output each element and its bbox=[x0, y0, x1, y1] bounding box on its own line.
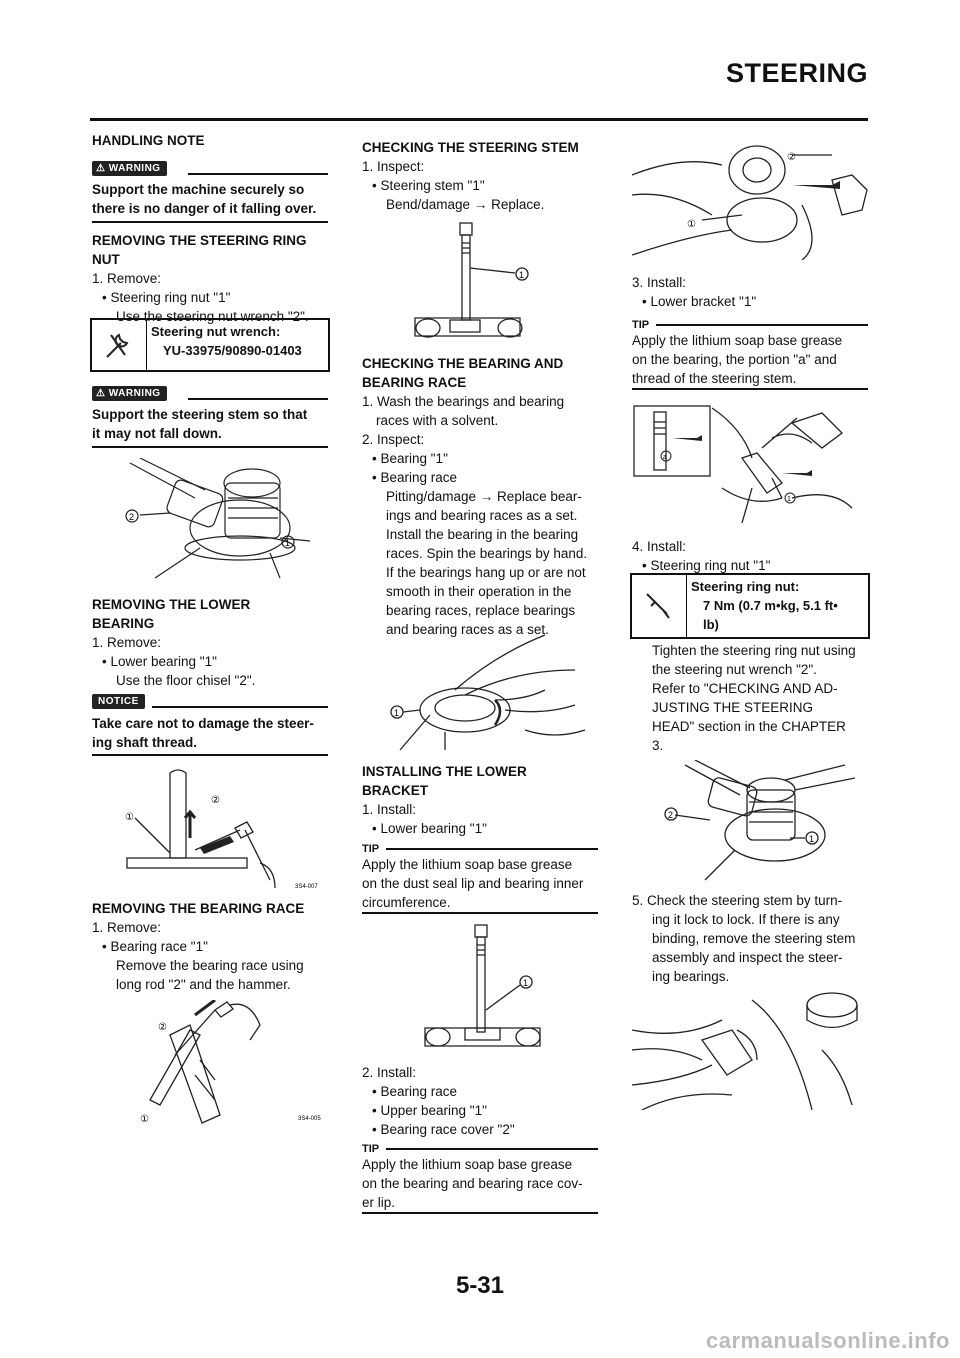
floor-chisel-figure bbox=[115, 768, 325, 893]
bullet: • Lower bearing "1" bbox=[102, 652, 217, 671]
svg-text:3S4-005: 3S4-005 bbox=[298, 1116, 321, 1122]
bullet: • Steering ring nut "1" bbox=[102, 288, 230, 307]
step: ing it lock to lock. If there is any bbox=[652, 912, 840, 927]
lower-bracket-figure bbox=[420, 920, 560, 1055]
warning-badge: ⚠ WARNING bbox=[92, 161, 167, 176]
svg-text:2: 2 bbox=[129, 512, 135, 522]
note: ings and bearing races as a set. bbox=[386, 508, 578, 523]
bullet: • Lower bracket "1" bbox=[642, 292, 756, 311]
spec-value: 7 Nm (0.7 m•kg, 5.1 ft• bbox=[703, 598, 838, 613]
bullet: • Bearing "1" bbox=[372, 449, 448, 468]
steering-stem-figure bbox=[410, 218, 550, 348]
section-heading: INSTALLING THE LOWER bbox=[362, 764, 527, 779]
bullet: • Upper bearing "1" bbox=[372, 1101, 487, 1120]
section-heading: REMOVING THE BEARING RACE bbox=[92, 901, 305, 916]
svg-text:②: ② bbox=[158, 1022, 167, 1033]
grease-application-figure bbox=[632, 398, 872, 528]
tip-text: thread of the steering stem. bbox=[632, 371, 797, 386]
page-title: STEERING bbox=[725, 58, 868, 88]
note: Bend/damage → Replace. bbox=[386, 197, 545, 212]
section-heading: BEARING bbox=[92, 616, 155, 631]
tip-end-rule bbox=[362, 912, 598, 914]
bullet: • Steering stem "1" bbox=[372, 176, 485, 195]
tip-text: Apply the lithium soap base grease bbox=[362, 1157, 573, 1172]
note: Refer to "CHECKING AND AD- bbox=[652, 681, 838, 696]
bullet: • Bearing race bbox=[372, 1082, 457, 1101]
spec-box bbox=[90, 318, 330, 372]
svg-text:①: ① bbox=[687, 219, 696, 230]
note: HEAD" section in the CHAPTER bbox=[652, 719, 846, 734]
torque-wrench-icon bbox=[632, 575, 687, 637]
warning-end-rule bbox=[92, 446, 328, 448]
notice-rule bbox=[152, 706, 328, 708]
svg-text:1: 1 bbox=[519, 270, 525, 280]
step: 3. Install: bbox=[632, 275, 687, 290]
note: If the bearings hang up or are not bbox=[386, 565, 586, 580]
tip-text: on the bearing and bearing race cov- bbox=[362, 1176, 583, 1191]
svg-text:①: ① bbox=[140, 1114, 149, 1125]
ring-nut-tighten-figure bbox=[655, 760, 865, 885]
note: JUSTING THE STEERING bbox=[652, 700, 814, 715]
step: races with a solvent. bbox=[376, 413, 499, 428]
tip-end-rule bbox=[632, 388, 868, 390]
note: races. Spin the bearings by hand. bbox=[386, 546, 588, 561]
spec-value: YU-33975/90890-01403 bbox=[163, 343, 302, 358]
note: Install the bearing in the bearing bbox=[386, 527, 579, 542]
svg-text:2: 2 bbox=[668, 810, 674, 820]
section-heading: REMOVING THE STEERING RING bbox=[92, 233, 307, 248]
svg-text:②: ② bbox=[211, 795, 220, 806]
warning-triangle-icon: ⚠ bbox=[96, 163, 106, 174]
svg-text:a: a bbox=[663, 454, 667, 461]
step: 1. Remove: bbox=[92, 271, 162, 286]
notice-end-rule bbox=[92, 754, 328, 756]
bullet: • Lower bearing "1" bbox=[372, 819, 487, 838]
step: ing bearings. bbox=[652, 969, 730, 984]
svg-text:1: 1 bbox=[809, 834, 815, 844]
svg-text:3S4-007: 3S4-007 bbox=[295, 884, 318, 890]
note: 3. bbox=[652, 738, 664, 753]
svg-text:1: 1 bbox=[523, 978, 529, 988]
section-heading: BEARING RACE bbox=[362, 375, 467, 390]
bullet: • Bearing race "1" bbox=[102, 937, 208, 956]
tip-text: Apply the lithium soap base grease bbox=[632, 333, 843, 348]
handling-note-heading: HANDLING NOTE bbox=[92, 133, 205, 148]
tip-label: TIP bbox=[362, 1143, 380, 1155]
tip-rule bbox=[386, 1148, 598, 1150]
warning-1-text-l1: Support the machine securely so bbox=[92, 182, 305, 197]
bearing-spin-figure bbox=[385, 630, 590, 755]
svg-text:1: 1 bbox=[394, 708, 400, 718]
tip-end-rule bbox=[362, 1212, 598, 1214]
tip-text: on the bearing, the portion "a" and bbox=[632, 352, 837, 367]
spec-box bbox=[630, 573, 870, 639]
note: long rod "2" and the hammer. bbox=[116, 977, 291, 992]
step: 1. Remove: bbox=[92, 920, 162, 935]
wrench-icon bbox=[92, 320, 147, 370]
step: 5. Check the steering stem by turn- bbox=[632, 893, 843, 908]
step: assembly and inspect the steer- bbox=[652, 950, 843, 965]
warning-triangle-icon: ⚠ bbox=[96, 388, 106, 399]
note: Remove the bearing race using bbox=[116, 958, 304, 973]
step: 2. Install: bbox=[362, 1065, 417, 1080]
warning-rule bbox=[188, 398, 328, 400]
section-heading: REMOVING THE LOWER bbox=[92, 597, 251, 612]
lock-to-lock-figure bbox=[632, 990, 872, 1110]
svg-text:②: ② bbox=[787, 152, 796, 163]
step: 1. Remove: bbox=[92, 635, 162, 650]
note: the steering nut wrench "2". bbox=[652, 662, 817, 677]
note: Use the floor chisel "2". bbox=[116, 673, 256, 688]
section-heading: BRACKET bbox=[362, 783, 428, 798]
step: 2. Inspect: bbox=[362, 432, 425, 447]
note: and bearing races as a set. bbox=[386, 622, 549, 637]
bearing-race-figure bbox=[130, 1000, 330, 1130]
warning-end-rule bbox=[92, 221, 328, 223]
warning-2-text-l1: Support the steering stem so that bbox=[92, 407, 308, 422]
section-heading: CHECKING THE STEERING STEM bbox=[362, 140, 579, 155]
tip-rule bbox=[386, 848, 598, 850]
warning-2-text-l2: it may not fall down. bbox=[92, 426, 222, 441]
tip-text: on the dust seal lip and bearing inner bbox=[362, 876, 584, 891]
tip-rule bbox=[656, 324, 868, 326]
ring-nut-wrench-figure bbox=[110, 458, 320, 583]
note: bearing races, replace bearings bbox=[386, 603, 576, 618]
warning-1 bbox=[92, 158, 167, 176]
section-heading: CHECKING THE BEARING AND bbox=[362, 356, 564, 371]
svg-text:1: 1 bbox=[285, 538, 291, 548]
note: Pitting/damage → Replace bear- bbox=[386, 489, 582, 504]
notice-badge: NOTICE bbox=[92, 694, 145, 709]
step: 1. Install: bbox=[362, 802, 417, 817]
tip-label: TIP bbox=[362, 843, 380, 855]
bullet: • Bearing race cover "2" bbox=[372, 1120, 515, 1139]
bullet: • Bearing race bbox=[372, 468, 457, 487]
tip-text: er lip. bbox=[362, 1195, 396, 1210]
section-heading: NUT bbox=[92, 252, 120, 267]
lower-bracket-install-figure bbox=[632, 135, 872, 260]
tip-label: TIP bbox=[632, 319, 650, 331]
header-rule bbox=[90, 118, 868, 121]
note: smooth in their operation in the bbox=[386, 584, 572, 599]
page-number: 5-31 bbox=[455, 1272, 505, 1299]
warning-badge: ⚠ WARNING bbox=[92, 386, 167, 401]
site-watermark[interactable]: carmanualsonline.info bbox=[706, 1328, 950, 1353]
warning-rule bbox=[188, 173, 328, 175]
bullet: • Steering ring nut "1" bbox=[642, 556, 770, 575]
notice-text-l1: Take care not to damage the steer- bbox=[92, 716, 314, 731]
step: 1. Inspect: bbox=[362, 159, 425, 174]
note: Use the steering nut wrench "2". bbox=[116, 309, 309, 324]
step: 1. Wash the bearings and bearing bbox=[362, 394, 565, 409]
svg-text:①: ① bbox=[125, 812, 134, 823]
tip-text: circumference. bbox=[362, 895, 451, 910]
note: Tighten the steering ring nut using bbox=[652, 643, 856, 658]
step: 4. Install: bbox=[632, 539, 687, 554]
warning-1-text-l2: there is no danger of it falling over. bbox=[92, 201, 317, 216]
spec-label: Steering nut wrench: bbox=[151, 324, 281, 339]
notice-text-l2: ing shaft thread. bbox=[92, 735, 198, 750]
svg-text:1: 1 bbox=[787, 496, 791, 503]
step: binding, remove the steering stem bbox=[652, 931, 856, 946]
spec-value: lb) bbox=[703, 617, 719, 632]
spec-label: Steering ring nut: bbox=[691, 579, 800, 594]
notice bbox=[92, 691, 145, 709]
warning-2 bbox=[92, 383, 167, 401]
tip-text: Apply the lithium soap base grease bbox=[362, 857, 573, 872]
